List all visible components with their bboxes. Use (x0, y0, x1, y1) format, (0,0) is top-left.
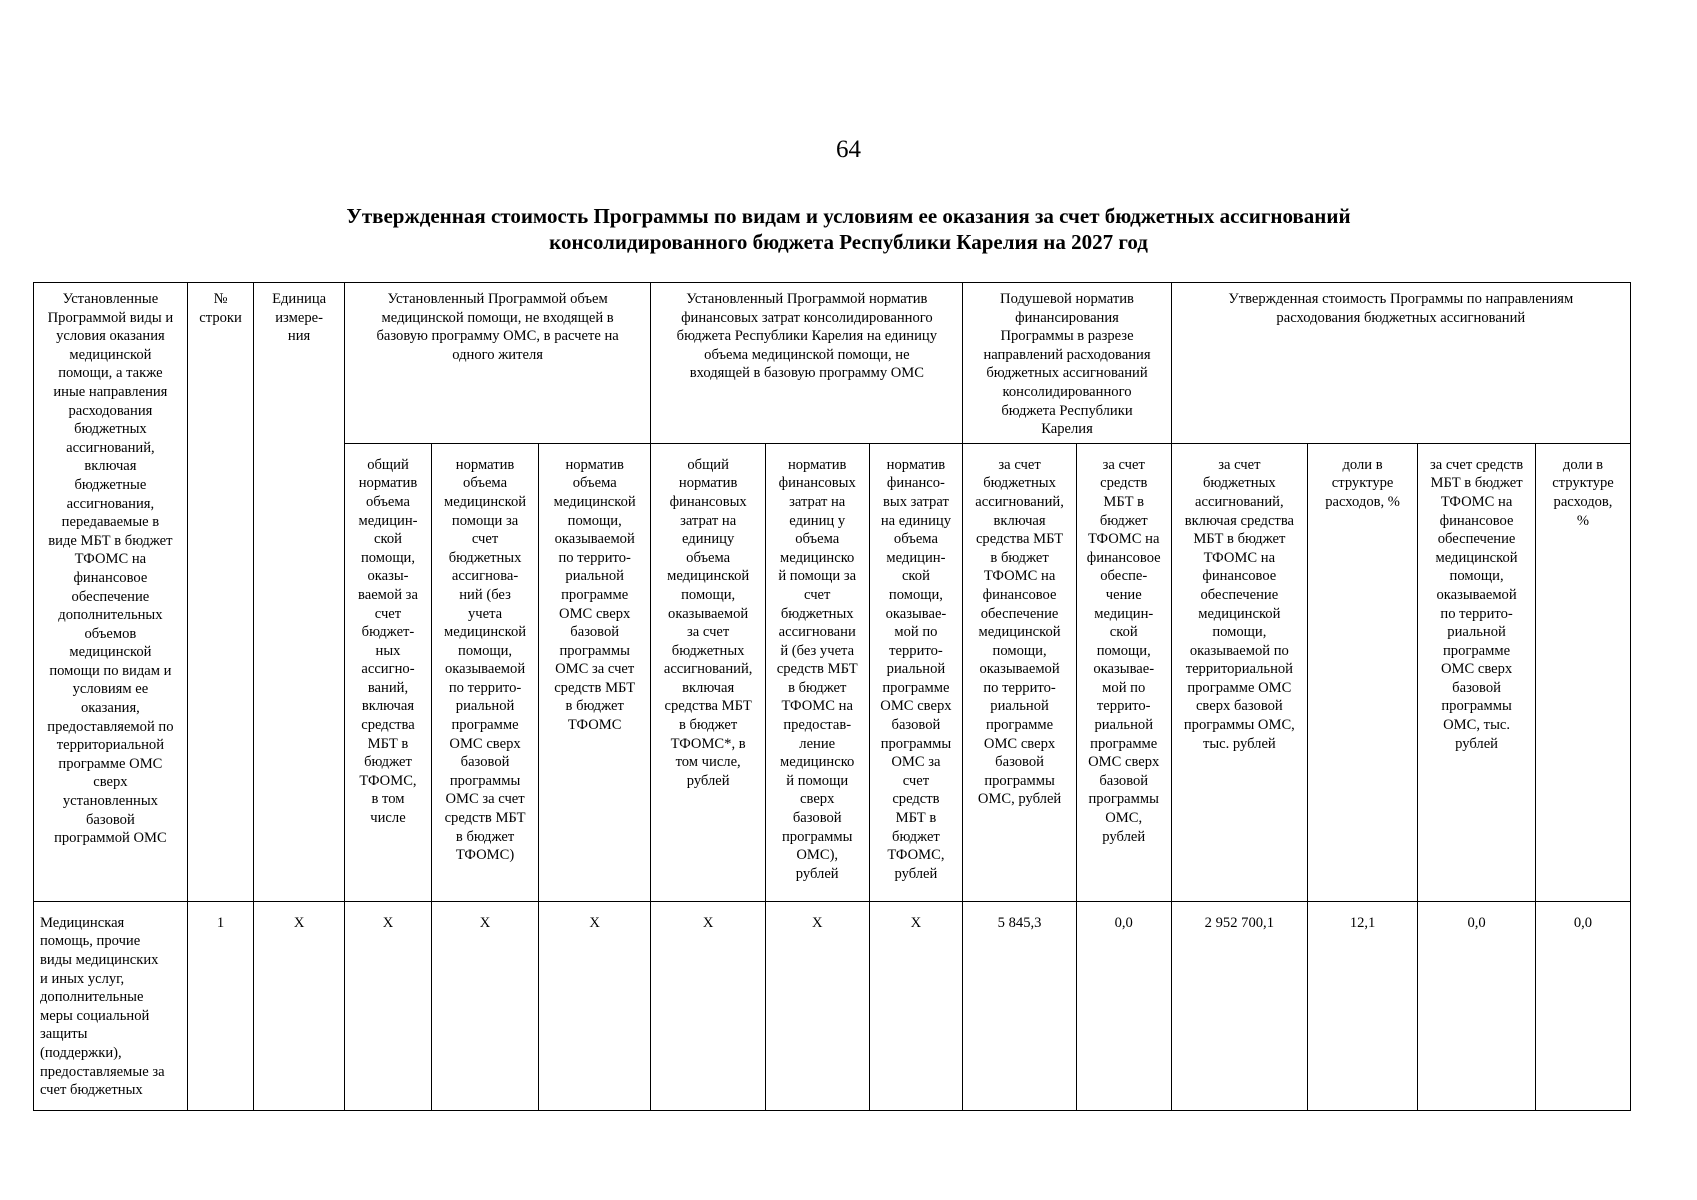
header-cell: за счет бюджетных ассигнований, включая средства МБТ в бюджет ТФОМС на финансовое обеспечение медицинской помощи, оказываемой по территориальной программе ОМС сверх базовой программы ОМС, тыс. рублей (1171, 443, 1307, 901)
header-group-cell: Утвержденная стоимость Программы по направлениям расходования бюджетных ассигнований (1171, 283, 1630, 444)
header-cell: норматив финансо- вых затрат на единицу объема медицин- ской помощи, оказывае- мой по террито- риальной программе ОМС сверх базовой программы ОМС за счет средств МБТ в бюджет ТФОМС, рублей (869, 443, 963, 901)
header-cell: за счет средств МБТ в бюджет ТФОМС на финансовое обеспе- чение медицин- ской помощи, оказывае- мой по террито- риальной программе ОМС сверх базовой программы ОМС, рублей (1076, 443, 1171, 901)
value-cell: 0,0 (1418, 901, 1536, 1110)
row-unit-cell: X (254, 901, 345, 1110)
value-cell: 0,0 (1076, 901, 1171, 1110)
table-row (34, 901, 1631, 1110)
header-cell: общий норматив объема медицин- ской помощи, оказы- ваемой за счет бюджет- ных ассигно- ваний, включая средства МБТ в бюджет ТФОМС, в том числе (344, 443, 431, 901)
value-cell: X (344, 901, 431, 1110)
document-title-line-1: Утвержденная стоимость Программы по видам и условиям ее оказания за счет бюджетных ассигнований (346, 204, 1351, 228)
value-cell: X (651, 901, 766, 1110)
row-name-cell: Медицинская помощь, прочие виды медицинских и иных услуг, дополнительные меры социальной защиты (поддержки), предоставляемые за счет бюджетных (34, 901, 188, 1110)
header-cell: норматив объема медицинской помощи, оказываемой по террито- риальной программе ОМС сверх базовой программы ОМС за счет средств МБТ в бюджет ТФОМС (539, 443, 651, 901)
header-cell: доли в структуре расходов, % (1535, 443, 1630, 901)
header-cell: за счет средств МБТ в бюджет ТФОМС на финансовое обеспечение медицинской помощи, оказываемой по террито- риальной программе ОМС сверх базовой программы ОМС, тыс. рублей (1418, 443, 1536, 901)
page-number: 64 (836, 136, 861, 163)
header-cell: за счет бюджетных ассигнований, включая средства МБТ в бюджет ТФОМС на финансовое обеспечение медицинской помощи, оказываемой по террито- риальной программе ОМС сверх базовой программы ОМС, рублей (963, 443, 1076, 901)
program-cost-table (33, 282, 1631, 1111)
document-title (0, 203, 1697, 255)
header-group-cell: Подушевой норматив финансирования Программы в разрезе направлений расходования бюджетных ассигнований консолидированного бюджета Республики Карелия (963, 283, 1171, 444)
value-cell: 2 952 700,1 (1171, 901, 1307, 1110)
header-cell: доли в структуре расходов, % (1308, 443, 1418, 901)
value-cell: X (765, 901, 869, 1110)
row-number-cell: 1 (187, 901, 254, 1110)
header-cell: норматив финансовых затрат на единиц у объема медицинско й помощи за счет бюджетных ассигновани й (без учета средств МБТ в бюджет ТФОМС на предостав- ление медицинско й помощи сверх базовой программы ОМС), рублей (765, 443, 869, 901)
value-cell: X (432, 901, 539, 1110)
header-row-1 (34, 283, 1631, 444)
header-group-cell: Установленный Программой объем медицинской помощи, не входящей в базовую программу ОМС, в расчете на одного жителя (344, 283, 651, 444)
header-cell: общий норматив финансовых затрат на единицу объема медицинской помощи, оказываемой за счет бюджетных ассигнований, включая средства МБТ в бюджет ТФОМС*, в том числе, рублей (651, 443, 766, 901)
header-cell: норматив объема медицинской помощи за счет бюджетных ассигнова- ний (без учета медицинской помощи, оказываемой по террито- риальной программе ОМС сверх базовой программы ОМС за счет средств МБТ в бюджет ТФОМС) (432, 443, 539, 901)
header-cell: № строки (187, 283, 254, 902)
header-group-cell: Установленный Программой норматив финансовых затрат консолидированного бюджета Республики Карелия на единицу объема медицинской помощи, не входящей в базовую программу ОМС (651, 283, 963, 444)
header-cell: Единица измере- ния (254, 283, 345, 902)
document-title-line-2: консолидированного бюджета Республики Карелия на 2027 год (549, 230, 1148, 254)
value-cell: 0,0 (1535, 901, 1630, 1110)
header-cell: Установленные Программой виды и условия оказания медицинской помощи, а также иные направления расходования бюджетных ассигнований, включая бюджетные ассигнования, передаваемые в виде МБТ в бюджет ТФОМС на финансовое обеспечение дополнительных объемов медицинской помощи по видам и условиям ее оказания, предоставляемой по территориальной программе ОМС сверх установленных базовой программой ОМС (34, 283, 188, 902)
value-cell: X (869, 901, 963, 1110)
value-cell: 5 845,3 (963, 901, 1076, 1110)
value-cell: 12,1 (1308, 901, 1418, 1110)
value-cell: X (539, 901, 651, 1110)
